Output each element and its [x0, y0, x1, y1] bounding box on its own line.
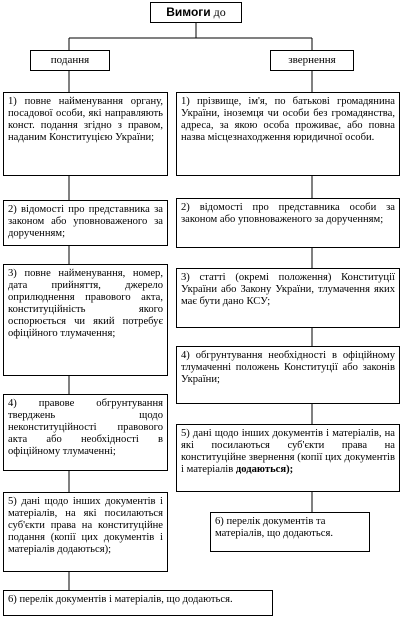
right-item-6: 6) перелік документів та матеріалів, що додаються. [210, 512, 370, 552]
right-header: звернення [270, 50, 354, 71]
left-item-1: 1) повне найменування органу, посадової особи, які направляють конст. подання згідно з правом, наданим Конституцією України; [3, 92, 168, 176]
left-item-2: 2) відомості про представника за законом або уповноваженого за дорученням; [3, 200, 168, 246]
left-item-5: 5) дані щодо інших документів і матеріалів, на які посилаються суб'єкти права на конституційне подання (копії цих документів і матеріалів додаються); [3, 492, 168, 572]
title-bold: Вимоги [166, 5, 211, 19]
right-item-5-bold: додаються); [235, 464, 294, 476]
right-item-5 [176, 424, 400, 492]
right-item-4: 4) обгрунтування необхідності в офіційному тлумаченні положень Конституції або законів України; [176, 346, 400, 404]
left-header: подання [30, 50, 110, 71]
diagram-title [150, 2, 242, 23]
left-item-3: 3) повне найменування, номер, дата прийняття, джерело оприлюднення правового акта, конституційність якого оспорюється чи який потребує офіційного тлумачення; [3, 264, 168, 376]
right-item-1: 1) прізвище, ім'я, по батькові громадянина України, іноземця чи особи без громадянства, адреса, за якою особа проживає, або повна назва місцезнаходження юридичної особи. [176, 92, 400, 176]
right-item-5-text: 5) дані щодо інших документів і матеріалів, на які посилаються суб'єкти права на конституційне звернення (копії цих документів і матеріалів [181, 428, 395, 476]
left-item-6: 6) перелік документів і матеріалів, що додаються. [3, 590, 273, 616]
title-rest: до [210, 5, 226, 19]
right-item-3: 3) статті (окремі положення) Конституції України або Закону України, тлумачення яких має бути дано КСУ; [176, 268, 400, 328]
left-item-4: 4) правове обгрунтування тверджень щодо неконституційності правового акта або необхідності в офіційному тлумаченні; [3, 394, 168, 471]
right-item-2: 2) відомості про представника особи за законом або уповноваженого за дорученням; [176, 198, 400, 248]
